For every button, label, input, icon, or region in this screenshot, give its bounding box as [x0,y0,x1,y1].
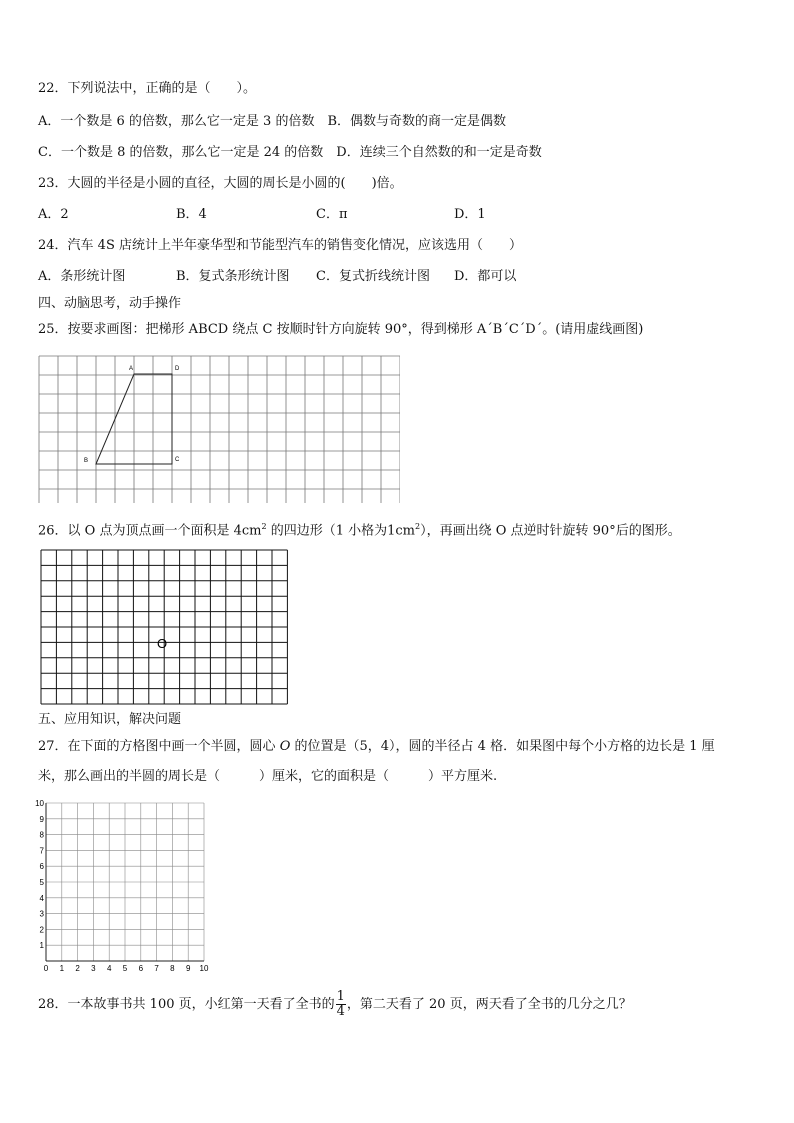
fraction-one-quarter: $\frac{1}{4}$ [336,989,345,1019]
vertex-label-d: D [175,366,180,372]
y-tick-label: 9 [39,814,44,824]
x-tick-label: 6 [138,964,144,973]
y-tick-label: 8 [39,830,44,840]
q23-stem: 23．大圆的半径是小圆的直径，大圆的周长是小圆的( )倍。 [38,176,403,191]
y-tick-label: 7 [39,846,44,856]
x-tick-label: 9 [185,964,191,973]
vertex-label-a: A [129,366,134,372]
y-tick-label: 5 [39,878,44,887]
q28-stem: 28．一本故事书共 100 页，小红第一天看了全书的 $\frac{1}{4}$ ，第二天看了 20 页，两天看了全书的几分之几？ [38,989,632,1019]
point-o-label: O [156,636,168,651]
q24-option-a: A．条形统计图 [38,269,126,284]
vertex-label-b: B [84,458,89,464]
q24-stem: 24．汽车 4S 店统计上半年豪华型和节能型汽车的销售变化情况，应该选用（ ） [38,238,522,253]
x-tick-label: 5 [122,964,128,973]
section-five-heading: 五、应用知识，解决问题 [38,712,182,727]
q27-line-2: 米，那么画出的半圆的周长是（ ）厘米，它的面积是（ ）平方厘米. [38,769,498,784]
q23-option-c: C．π [316,207,348,222]
coordinate-grid [30,797,214,975]
q24-option-c: C．复式折线统计图 [316,269,430,284]
y-tick-label: 3 [39,909,44,919]
q22-stem: 22．下列说法中，正确的是（ ）。 [38,81,257,96]
y-tick-label: 1 [39,941,44,951]
x-tick-label: 2 [75,964,80,973]
x-tick-label: 4 [106,964,112,973]
q23-option-a: A．2 [38,207,69,222]
q22-options-row-1: A．一个数是 6 的倍数，那么它一定是 3 的倍数 B．偶数与奇数的商一定是偶数 [38,114,507,129]
x-tick-label: 0 [43,964,49,973]
y-tick-label: 4 [39,893,44,903]
y-tick-label: 2 [39,925,44,935]
rotation-grid [40,549,300,705]
x-tick-label: 8 [170,964,175,973]
q22-options-row-2: C．一个数是 8 的倍数，那么它一定是 24 的倍数 D．连续三个自然数的和一定是奇数 [38,145,542,160]
x-tick-label: 7 [154,964,159,973]
q23-option-d: D．1 [454,207,486,222]
q26-stem: 26．以 O 点为顶点画一个面积是 $4cm^2$ 的四边形（1 小格为$1cm^2$），再画出绕 O 点逆时针旋转 90°后的图形。 [38,522,681,539]
q27-line-1: 27．在下面的方格图中画一个半圆，圆心 O 的位置是（5，4），圆的半径占 4 格．如果图中每个小方格的边长是 1 厘 [38,739,715,754]
x-tick-label: 10 [199,964,209,973]
x-tick-label: 3 [91,964,96,973]
y-tick-label: 10 [35,799,44,808]
section-four-heading: 四、动脑思考，动手操作 [38,296,182,311]
trapezoid-grid [38,355,400,503]
q23-option-b: B．4 [176,207,207,222]
q25-stem: 25．按要求画图：把梯形 ABCD 绕点 C 按顺时针方向旋转 90°，得到梯形 A´B´C´D´。(请用虚线画图) [38,322,644,337]
q24-option-b: B．复式条形统计图 [176,269,290,284]
y-tick-label: 6 [39,862,44,872]
vertex-label-c: C [175,457,180,463]
q24-option-d: D．都可以 [454,269,517,284]
x-tick-label: 1 [59,964,65,973]
